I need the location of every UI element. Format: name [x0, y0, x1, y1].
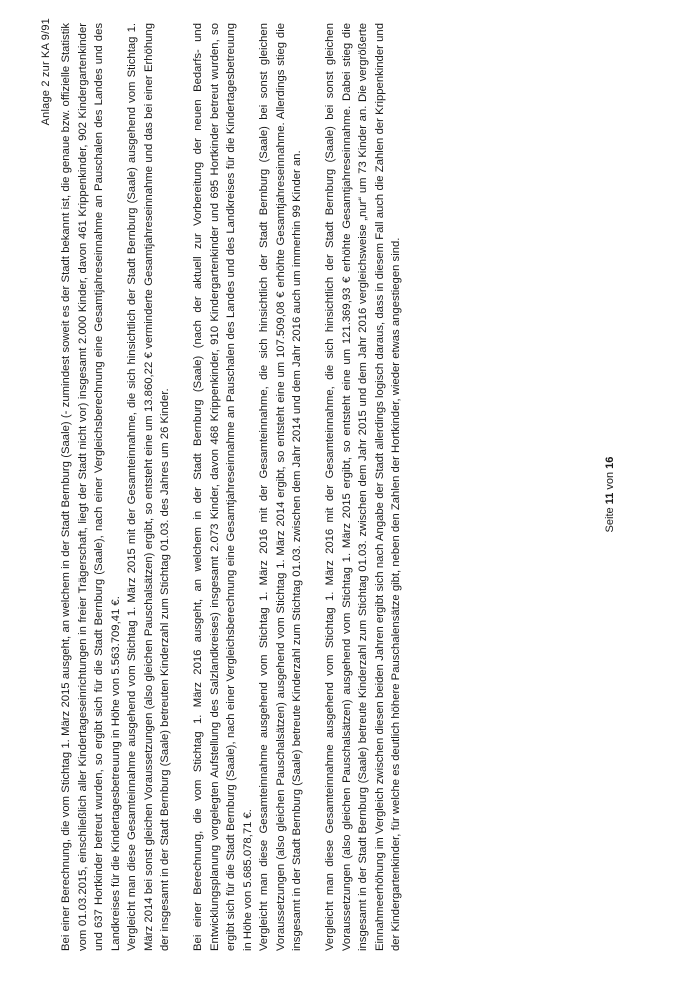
- page-number-prefix: Seite: [604, 504, 616, 533]
- document-body: [58, 23, 421, 951]
- annex-label: Anlage 2 zur KA 9/91: [40, 18, 52, 126]
- paragraph-comparison-2016-2015: Vergleicht man diese Gesamteinnahme ausgehend vom Stichtag 1. März 2016 mit der Gesamteinnahme, die sich hinsichtlich der Stadt Bernburg (Saale) bei sonst gleichen Voraussetzungen (also gleichen Pauschalsätzen) ausgehend vom Stichtag 1. März 2015 ergibt, so entsteht eine um 121.369,93 € erhöhte Gesamtjahreseinnahme. Dabei stieg die insgesamt in der Stadt Bernburg (Saale) betreute Kinderzahl zum Stichtag 01.03. zwischen dem Jahr 2015 und dem Jahr 2016 vergleichsweise „nur“ um 73 Kinder an. Die vergrößerte Einnahmeerhöhung im Vergleich zwischen diesen beiden Jahren ergibt sich nach Angabe der Stadt allerdings logisch daraus, dass in diesem Fall auch die Zahlen der Krippenkinder und der Kindergartenkinder, für welche es deutlich höhere Pauschalensätze gibt, neben den Zahlen der Hortkinder, wieder etwas angestiegen sind.: [324, 23, 402, 951]
- page-number-current: 11: [604, 492, 616, 505]
- page-number-middle: von: [604, 468, 616, 493]
- paragraph-calculation-2015: Bei einer Berechnung, die vom Stichtag 1. März 2015 ausgeht, an welchem in der Stadt Bernburg (Saale) (- zumindest soweit es der Stadt bekannt ist, die genaue bzw. offizielle Statistik vom 01.03.2015, einschließlich aller Kindertageseinrichtungen in freier Trägerschaft, liegt der Stadt nicht vor) insgesamt 2.000 Kinder, davon 461 Krippenkinder, 902 Kindergartenkinder und 637 Hortkinder betreut wurden, so ergibt sich für die Stadt Bernburg (Saale), nach einer Vergleichsberechnung eine Gesamtjahreseinnahme an Pauschalen des Landes und des Landkreises für die Kindertagesbetreuung in Höhe von 5.563.709,41 €.: [60, 23, 122, 951]
- page-number: [604, 0, 616, 989]
- paragraph-calculation-2016: Bei einer Berechnung, die vom Stichtag 1. März 2016 ausgeht, an welchem in der Stadt Bernburg (Saale) (nach der aktuell zur Vorbereitung der neuen Bedarfs- und Entwicklungsplanung vorgelegten Aufstellung des Salzlandkreises) insgesamt 2.073 Kinder, davon 468 Krippenkinder, 910 Kindergartenkinder und 695 Hortkinder betreut wurden, so ergibt sich für die Stadt Bernburg (Saale), nach einer Vergleichsberechnung eine Gesamtjahreseinnahme an Pauschalen des Landes und des Landkreises für die Kindertagesbetreuung in Höhe von 5.685.078,71 €.: [192, 23, 254, 951]
- paragraph-comparison-2016-2014: Vergleicht man diese Gesamteinnahme ausgehend vom Stichtag 1. März 2016 mit der Gesamteinnahme, die sich hinsichtlich der Stadt Bernburg (Saale) bei sonst gleichen Voraussetzungen (also gleichen Pauschalsätzen) ausgehend vom Stichtag 1. März 2014 ergibt, so entsteht eine um 107.509,08 € erhöhte Gesamtjahreseinnahme. Allerdings stieg die insgesamt in der Stadt Bernburg (Saale) betreute Kinderzahl zum Stichtag 01.03. zwischen dem Jahr 2014 und dem Jahr 2016 auch um immerhin 99 Kinder an.: [258, 23, 303, 951]
- page-number-total: 16: [604, 456, 616, 469]
- paragraph-comparison-2015-2014: Vergleicht man diese Gesamteinnahme ausgehend vom Stichtag 1. März 2015 mit der Gesamteinnahme, die sich hinsichtlich der Stadt Bernburg (Saale) ausgehend vom Stichtag 1. März 2014 bei sonst gleichen Voraussetzungen (also gleichen Pauschalsätzen) ergibt, so entsteht eine um 13.860,22 € verminderte Gesamtjahreseinnahme und das bei einer Erhöhung der insgesamt in der Stadt Bernburg (Saale) betreuten Kinderzahl zum Stichtag 01.03. des Jahres um 26 Kinder.: [126, 23, 171, 951]
